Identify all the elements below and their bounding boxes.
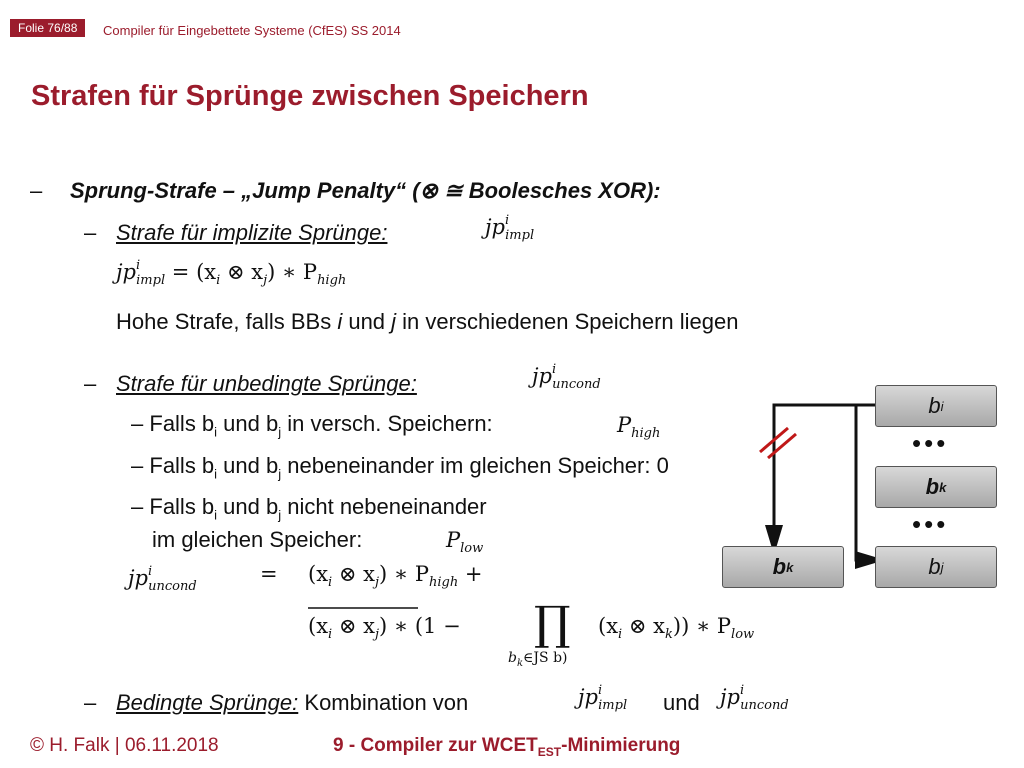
product-symbol: ∏ [534,596,571,650]
formula-line2-right: ($x_i$ ⊗ $x_k$)) ∗ $P_{low}$ [598,614,755,643]
p-low: $P_{low}$ [446,528,484,557]
jp-impl-symbol: $jp^i_{impl}$ [485,213,535,244]
jp-impl-formula: $jp^i_{impl} = (x_i$ ⊗ $x_j$) ∗ $P_{high}$ [116,258,347,289]
jp-uncond-symbol: $jp^i_{uncond}$ [532,362,601,393]
p-high: $P_{high}$ [617,413,661,442]
bullet-dash: – [84,690,97,715]
case3: – Falls $b_i$ und $b_j$ nicht nebeneinander [131,494,487,523]
jp-impl-ref: $jp^i_{impl}$ [578,683,628,714]
case1: – Falls $b_i$ und $b_j$ in versch. Speichern: [131,411,493,440]
ellipsis-dots: ••• [912,509,949,539]
product-subscript: $b_k\in JS$ b) [508,650,568,669]
implicit-label: Strafe für implizite Sprünge: [116,220,388,245]
bullet-dash: – [84,371,97,396]
bullet-dash: – [84,220,97,245]
block-left: b k [722,546,844,588]
negation-overline [308,606,420,610]
footer-author-date: © H. Falk | 06.11.2018 [30,735,219,756]
formula-line1: ($x_i$ ⊗ $x_j$) ∗ $P_{high}$ + [308,562,483,591]
implicit-explanation: Hohe Strafe, falls BBs i und j in verschiedenen Speichern liegen [116,309,739,334]
ellipsis-dots: ••• [912,428,949,458]
case2: – Falls $b_i$ und $b_j$ nebeneinander im gleichen Speicher: 0 [131,453,669,482]
block-bi: b i [875,385,997,427]
and-word: und [663,690,700,715]
jp-uncond-formula-lhs: $jp^i_{uncond}$ [128,564,197,595]
equals-sign: = [260,562,278,586]
formula-line2-left: ($x_i$ ⊗ $x_j$) ∗ (1 − [308,614,461,643]
course-title: Compiler für Eingebettete Systeme (CfES) SS 2014 [103,23,401,38]
bullet-dash: – [30,178,43,203]
slide-number: Folie 76/88 [10,19,85,37]
case3-line2: im gleichen Speicher: [152,527,363,552]
main-bullet: Sprung-Strafe – „Jump Penalty“ (⊗ ≅ Boolesches XOR): [70,178,661,203]
page-title: Strafen für Sprünge zwischen Speichern [31,80,589,112]
conditional-line: Bedingte Sprünge: Kombination von [116,690,469,715]
block-bj: b j [875,546,997,588]
jp-uncond-ref: $jp^i_{uncond}$ [720,683,789,714]
uncond-label: Strafe für unbedingte Sprünge: [116,371,417,396]
footer-chapter: 9 - Compiler zur $WCET_{EST}$-Minimierung [333,735,681,759]
block-bk: b k [875,466,997,508]
